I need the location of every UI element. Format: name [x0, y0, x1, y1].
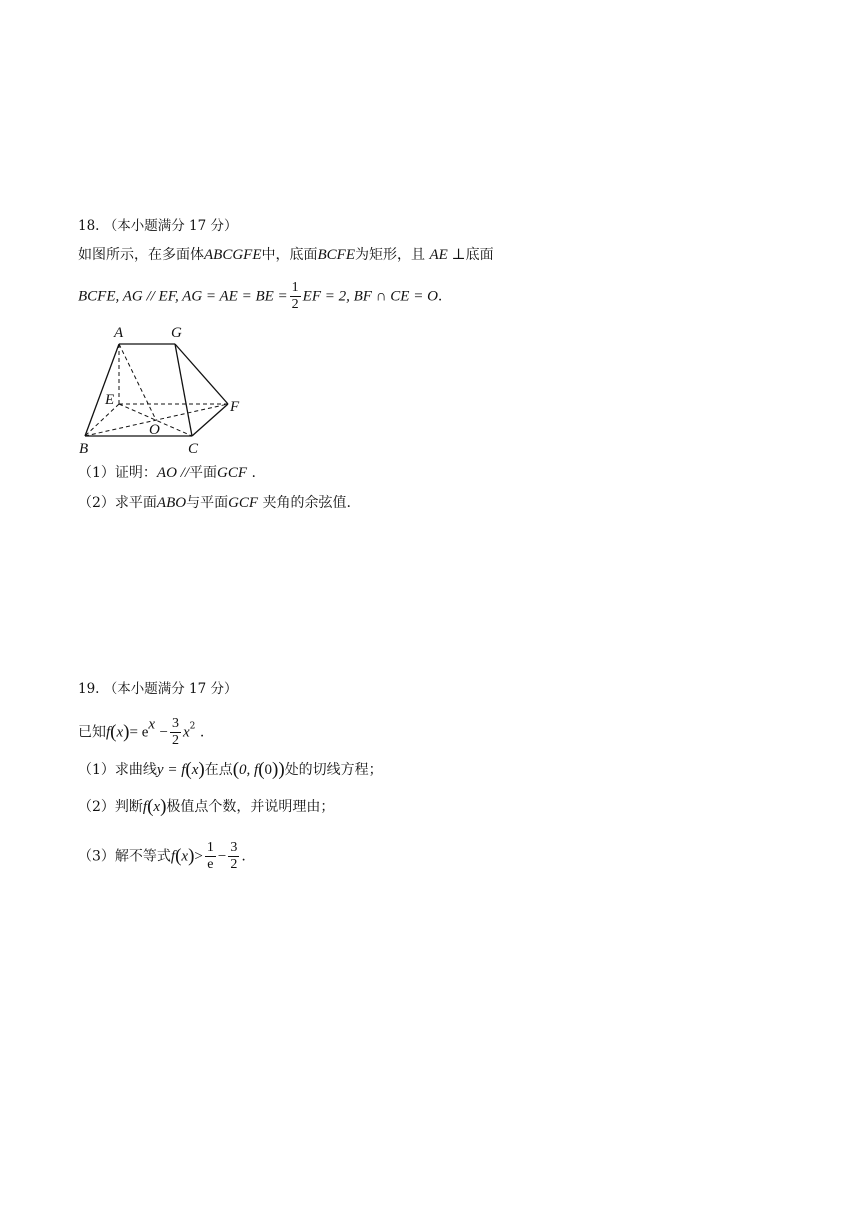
q18-stem-bcfe: BCFE: [317, 247, 355, 263]
q18-part1-end: .: [251, 465, 256, 481]
q18-part2-math2: GCF: [228, 495, 259, 511]
q18-stem-text2: 中，底面: [261, 247, 318, 263]
q18-part1-text: 平面: [189, 465, 218, 481]
segment-ao-hidden: [119, 344, 156, 420]
q19-part3-end: .: [241, 848, 246, 865]
q18-stem-text3: 为矩形，且: [355, 247, 425, 263]
q19-part2-f: f: [142, 799, 148, 815]
q19-part2-suffix: 极值点个数，并说明理由；: [166, 799, 335, 815]
q19-frac-num: 3: [171, 716, 179, 731]
q19-given-prefix: 已知: [78, 724, 106, 741]
label-c: C: [188, 441, 199, 457]
label-b: B: [79, 441, 89, 457]
edge-eb-hidden: [85, 404, 119, 436]
q18-cond-part1: BCFE, AG // EF, AG = AE = BE =: [78, 288, 288, 305]
q19-fraction: [170, 716, 181, 749]
q19-part3-f: f: [170, 848, 176, 865]
q19-part3-frac1-num: 1: [206, 840, 214, 855]
q18-cond-frac-den: 2: [291, 297, 299, 312]
q18-part1: [78, 463, 256, 483]
q18-stem-abcgfe: ABCGFE: [204, 247, 262, 263]
q19-given: 已知$f(x)= e^x$ − $\frac{3}{2}$ $x^2$ .: [78, 716, 205, 748]
q18-cond-frac-num: 1: [291, 280, 299, 295]
edge-gf: [175, 344, 228, 404]
q19-part1: （1）求曲线y = f(x)在点(0, f(0))处的切线方程；: [78, 759, 383, 780]
q18-part2-math1: ABO: [156, 495, 187, 511]
label-a: A: [114, 325, 124, 341]
edge-ab: [85, 344, 119, 436]
q18-part2-prefix: （2）求平面: [78, 495, 157, 511]
q19-part3: （3）解不等式f(x)> $\frac{1}{e}$ − $\frac{3}{2}$ .: [78, 840, 246, 872]
q18-part1-prefix: （1）证明：: [78, 465, 157, 481]
q18-cond-end: .: [437, 288, 443, 305]
label-f: F: [230, 399, 240, 415]
q19-x: x: [116, 724, 124, 741]
q18-header: 18. （本小题满分 17 分）: [78, 218, 238, 234]
q19-f: f: [106, 724, 111, 741]
q19-part3-frac2: [228, 840, 239, 873]
q18-stem-text4: 底面: [465, 247, 494, 263]
q18-cond-part2: EF = 2, BF ∩ CE = O: [302, 288, 438, 305]
q18-conditions: [78, 280, 442, 313]
q19-part1-suffix: 处的切线方程；: [284, 762, 383, 778]
q19-square: 2: [189, 721, 196, 732]
q19-given-end: .: [199, 724, 205, 741]
q19-frac-den: 2: [171, 733, 179, 748]
q19-part3-x: x: [181, 848, 189, 865]
q19-part2-x: x: [153, 799, 161, 815]
q18-stem: [78, 245, 494, 265]
q18-part1-math1: AO //: [156, 465, 190, 481]
q18-cond-fraction: [290, 280, 301, 313]
q19-part3-frac2-den: 2: [230, 857, 238, 872]
q18-part2-suffix: 夹角的余弦值.: [262, 495, 351, 511]
q19-part2-prefix: （2）判断: [78, 799, 143, 815]
q19-part3-prefix: （3）解不等式: [78, 848, 171, 865]
q18-part2-text: 与平面: [186, 495, 229, 511]
q19-part1-x: x: [191, 762, 199, 778]
q19-part1-zero: 0: [264, 762, 273, 778]
q19-part3-frac1-den: e: [207, 857, 214, 872]
q19-part2: （2）判断f(x)极值点个数，并说明理由；: [78, 796, 335, 817]
q19-exp-x: x: [148, 716, 156, 733]
q18-stem-ae-perp: AE ⊥: [429, 247, 466, 263]
q19-part3-gt: >: [194, 848, 203, 865]
edge-cf: [192, 404, 228, 436]
q19-part3-minus: −: [217, 848, 227, 865]
q18-part1-math2: GCF: [217, 465, 248, 481]
label-e: E: [105, 392, 115, 408]
q18-stem-text1: 如图所示，在多面体: [78, 247, 204, 263]
q19-minus: −: [159, 724, 168, 741]
q19-x2: x: [182, 724, 190, 741]
q19-part1-point: 0, f: [239, 762, 259, 778]
edge-gc: [175, 344, 192, 436]
label-o: O: [149, 422, 160, 438]
polyhedron-figure: [76, 322, 256, 458]
label-g: G: [171, 325, 182, 341]
q19-part1-prefix: （1）求曲线: [78, 762, 157, 778]
q19-part1-text: 在点: [204, 762, 233, 778]
q18-part2: [78, 493, 351, 513]
q19-part3-frac2-num: 3: [230, 840, 238, 855]
q19-part3-frac1: [205, 840, 216, 873]
q19-part1-y: y = f: [156, 762, 186, 778]
q19-header: 19. （本小题满分 17 分）: [78, 681, 238, 697]
q19-eq-e: = e: [129, 724, 149, 741]
